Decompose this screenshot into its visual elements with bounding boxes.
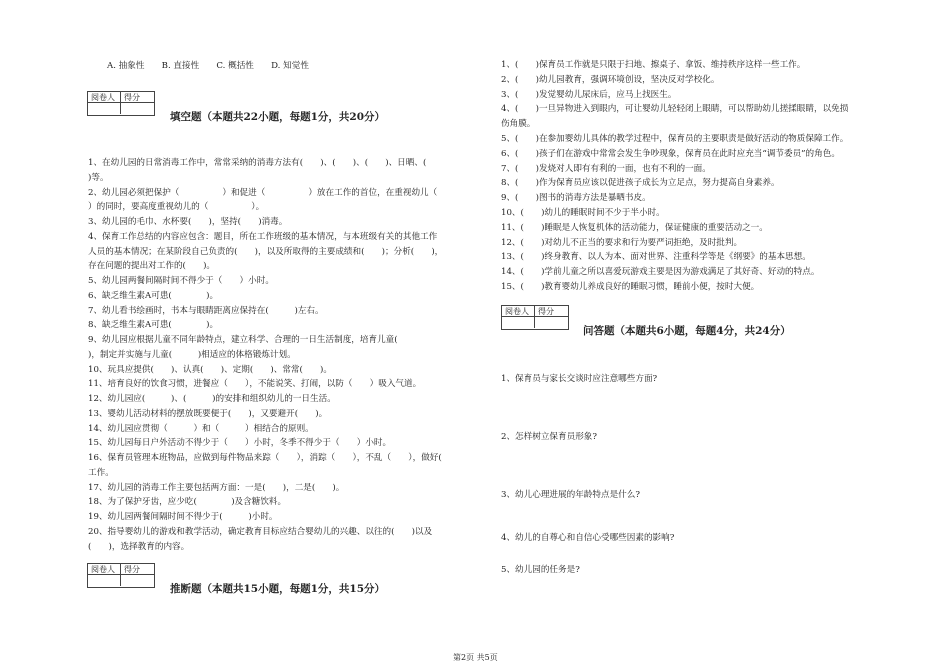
score-box-score: 得分 (121, 564, 154, 575)
fill-section-title: 填空题（本题共22小题，每题1分，共20分） (170, 111, 386, 123)
score-box-judge (87, 563, 155, 588)
question-line: 19、幼儿园两餐间隔时间不得少于( )小时。 (88, 512, 278, 522)
score-box-score: 得分 (121, 92, 154, 103)
question-line: ）的同时，要高度重视幼儿的（ ）。 (88, 202, 265, 213)
question-line: ( )，选择教育的内容。 (88, 541, 190, 552)
question-line: 5、( )在参加婴幼儿具体的教学过程中，保育员的主要职责是做好活动的物质保障工作。 (501, 134, 849, 144)
question-line: 20、指导婴幼儿的游戏和教学活动，确定教育目标应结合婴幼儿的兴趣、以往的( )以及 (88, 526, 433, 537)
question-line: 18、为了保护牙齿，应少吃( )及含糖饮料。 (88, 497, 287, 508)
score-box-fill (87, 91, 155, 116)
question-line: 2、幼儿园必须把保护（ ）和促进（ ）放在工作的首位，在重视幼儿（ (88, 187, 455, 198)
question-line: 6、缺乏维生素A可患( )。 (88, 290, 219, 301)
question-line: )等。 (88, 172, 109, 183)
question-line: 13、( )终身教育、以人为本、面对世界、注重科学等是《纲要》的基本思想。 (501, 252, 811, 263)
question-line: 10、玩具应提供( )、认真( )、定期( )、常常( )。 (88, 364, 333, 375)
score-box-reviewer: 阅卷人 (88, 92, 121, 103)
question-line: 15、( )教育婴幼儿养成良好的睡眠习惯，睡前小便，按时大便。 (501, 282, 760, 292)
question-line: 7、( )发烧对人即有有利的一面，也有不利的一面。 (501, 163, 711, 174)
question-line: 3、幼儿园的毛巾、水杯要( )，坚持( )消毒。 (88, 217, 288, 227)
question-line: 3、( )发觉婴幼儿尿床后，应马上找医生。 (501, 89, 677, 100)
question-line: 14、幼儿园应贯彻（ ）和（ ）相结合的原则。 (88, 423, 314, 434)
question-line: 14、( )学前儿童之所以喜爱玩游戏主要是因为游戏满足了其好奇、好动的特点。 (501, 267, 820, 278)
question-line: 1、在幼儿园的日常消毒工作中，常常采纳的消毒方法有( )、( )、( )、日晒、( (88, 158, 444, 168)
question-line: 人员的基本情况；在某阶段自己负责的( )，以及所取得的主要成绩和( )；分析( )， (88, 246, 444, 257)
question-line: 4、保育工作总结的内容应包含：题目，所在工作班级的基本情况，与本班级有关的其他工作 (88, 231, 438, 242)
qa-question: 4、幼儿的自尊心和自信心受哪些因素的影响? (501, 533, 675, 543)
question-line: 1、( )保育员工作就是只限于扫地、擦桌子、拿饭、维持秩序这样一些工作。 (501, 60, 806, 70)
question-line: 8、缺乏维生素A可患( )。 (88, 320, 219, 331)
qa-question: 2、怎样树立保育员形象? (501, 432, 598, 442)
question-line: 12、幼儿园应( )、( )的安排和组织幼儿的一日生活。 (88, 394, 336, 404)
question-line: )，制定并实施与儿童( )相适应的体格锻炼计划。 (88, 349, 296, 360)
judge-section-title: 推断题（本题共15小题，每题1分，共15分） (170, 583, 386, 595)
question-line: 9、( )图书的消毒方法是暴晒书皮。 (501, 193, 651, 204)
question-line: 15、幼儿园每日户外活动不得少于（ ）小时，冬季不得少于（ ）小时。 (88, 438, 392, 449)
question-line: 12、( )对幼儿不正当的要求和行为要严词拒绝，及时批判。 (501, 237, 743, 248)
score-box-reviewer: 阅卷人 (502, 306, 535, 317)
question-line: 11、( )睡眠是人恢复机体的活动能力，保证健康的重要活动之一。 (501, 222, 768, 233)
score-box-reviewer: 阅卷人 (88, 564, 121, 575)
options-line: A. 抽象性 B. 直接性 C. 概括性 D. 知觉性 (107, 61, 309, 71)
question-line: 6、( )孩子们在游戏中常常会发生争吵现象，保育员在此时应充当“调节委员”的角色。 (501, 148, 840, 159)
question-line: 11、培育良好的饮食习惯，进餐应（ ），不能说笑、打闹，以防（ ）吸入气道。 (88, 379, 422, 390)
question-line: 10、( )幼儿的睡眠时间不少于半小时。 (501, 208, 665, 218)
question-line: 4、( )一旦异物进入到眼内，可让婴幼儿轻轻闭上眼睛，可以帮助幼儿搓揉眼睛，以免损 (501, 104, 849, 115)
question-line: 17、幼儿园的消毒工作主要包括两方面：一是( )，二是( )。 (88, 482, 345, 493)
qa-section-title: 问答题（本题共6小题，每题4分，共24分） (583, 325, 791, 337)
question-line: 伤角膜。 (501, 119, 536, 130)
question-line: 工作。 (88, 467, 114, 478)
question-line: 9、幼儿园应根据儿童不同年龄特点，建立科学、合理的一日生活制度，培育儿童( (88, 335, 424, 345)
question-line: 13、婴幼儿活动材料的摆放既要便于( )，又要避开( )。 (88, 408, 328, 419)
score-box-score: 得分 (535, 306, 568, 317)
question-line: 16、保育员管理本班物品，应做到每件物品来踪（ ），消踪（ ），不乱（ ），做好( (88, 453, 459, 463)
question-line: 存在问题的提出对工作的( )。 (88, 261, 216, 272)
question-line: 2、( )幼儿园教育，强调环境创设，坚决反对学校化。 (501, 74, 720, 85)
qa-question: 5、幼儿园的任务是? (501, 565, 580, 575)
qa-question: 3、幼儿心理进展的年龄特点是什么? (501, 490, 640, 500)
page-footer: 第2页 共5页 (453, 653, 498, 662)
qa-question: 1、保育员与家长交谈时应注意哪些方面? (501, 374, 658, 384)
question-line: 7、幼儿看书绘画时，书本与眼睛距离应保持在( )左右。 (88, 305, 324, 316)
question-line: 8、( )作为保育员应该以促进孩子成长为立足点，努力提高自身素养。 (501, 178, 780, 189)
question-line: 5、幼儿园两餐间隔时间不得少于（ ）小时。 (88, 276, 274, 286)
score-box-qa (501, 305, 569, 330)
